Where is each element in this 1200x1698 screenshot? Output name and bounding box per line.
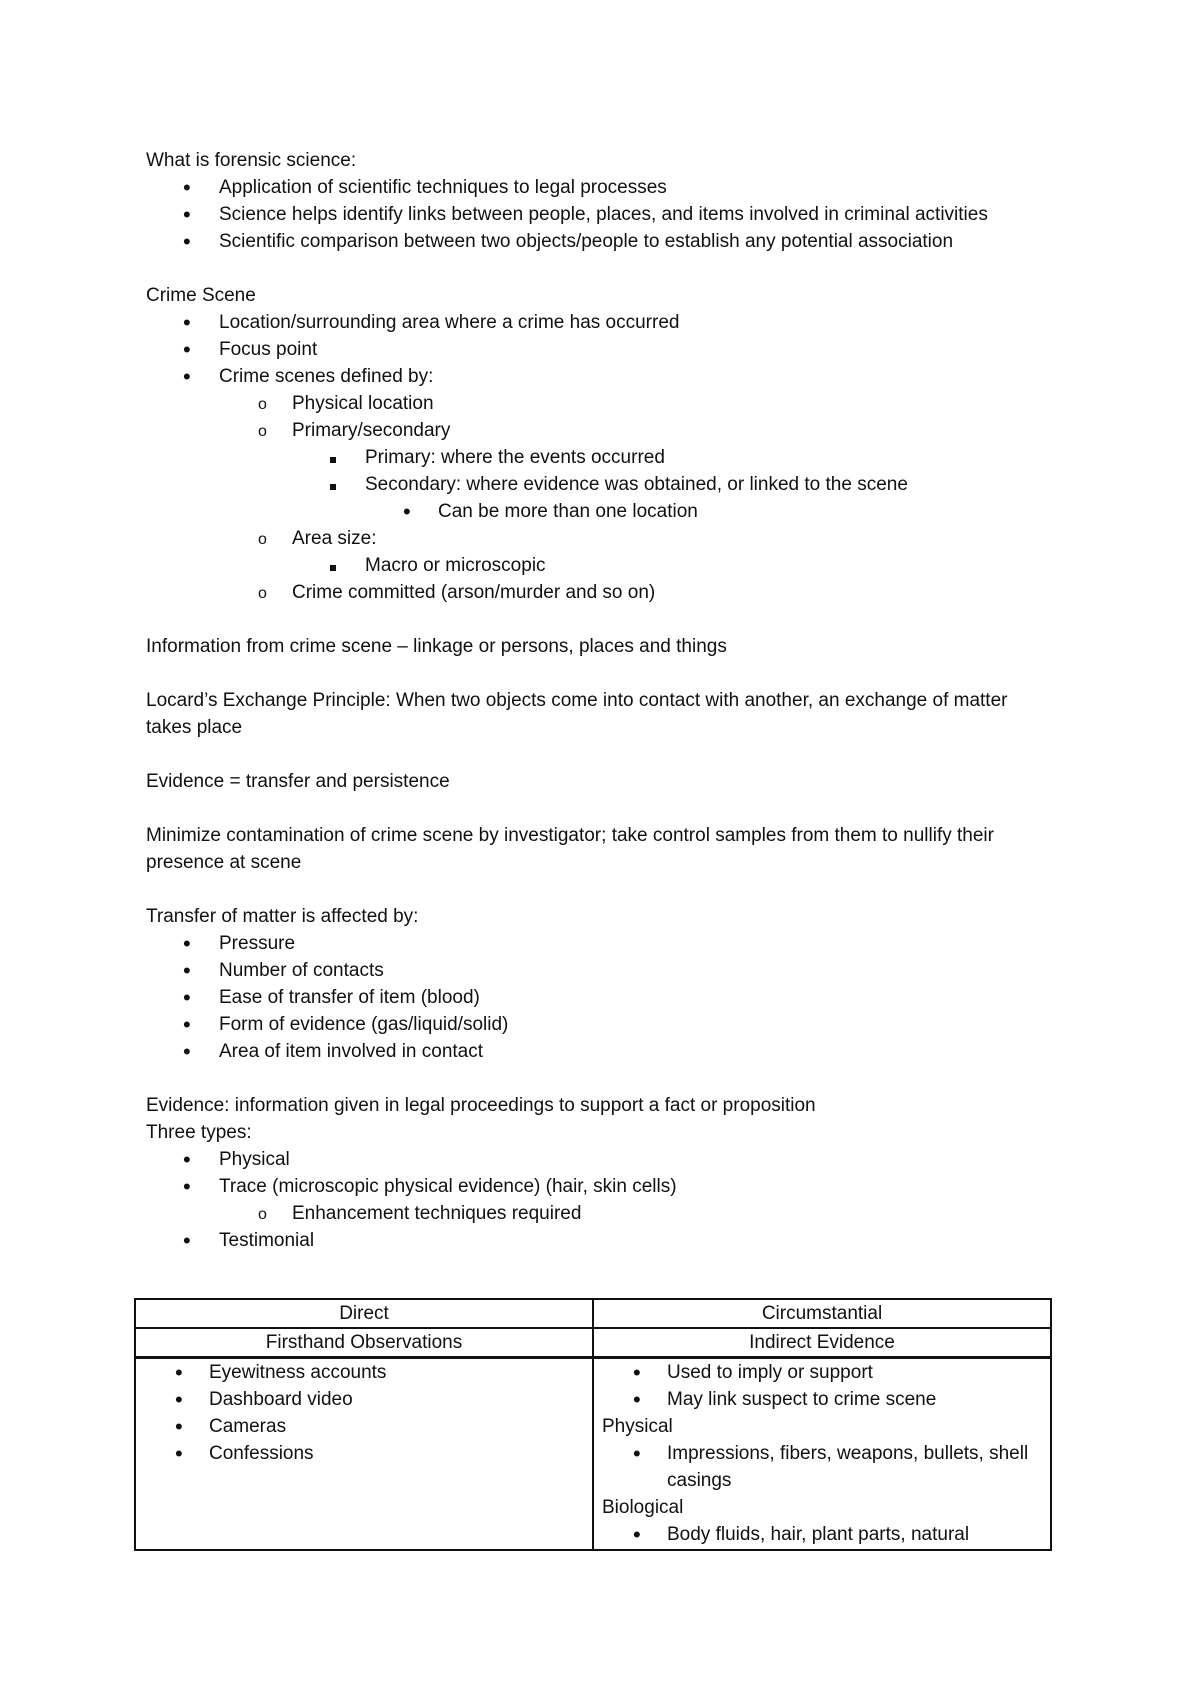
paragraph-locard: Locard’s Exchange Principle: When two objects come into contact with another, an exchange of matter takes place (146, 690, 1008, 738)
circle-bullet-icon (258, 525, 267, 553)
table-subheader-direct: Firsthand Observations (135, 1328, 593, 1358)
list-item: • Used to imply or support (602, 1359, 1042, 1386)
list-item: o Area size: (146, 525, 1066, 552)
bullet-icon (175, 1386, 183, 1415)
circumstantial-list (602, 1359, 1042, 1413)
table-header-circumstantial: Circumstantial (593, 1299, 1051, 1328)
evidence-types-list (146, 1146, 1066, 1254)
bullet-icon (175, 1359, 183, 1388)
list-item: Secondary: where evidence was obtained, or linked to the scene (146, 471, 1066, 498)
bullet-icon (183, 336, 191, 365)
list-item: • Dashboard video (144, 1386, 584, 1413)
table-header-direct: Direct (135, 1299, 593, 1328)
notes-body (146, 147, 1066, 1254)
list-item: • Form of evidence (gas/liquid/solid) (146, 1011, 1066, 1038)
list-item: Macro or microscopic (146, 552, 1066, 579)
list-item: • Cameras (144, 1413, 584, 1440)
circle-bullet-icon (258, 1200, 267, 1228)
circle-bullet-icon (258, 417, 267, 445)
list-item: • Area of item involved in contact (146, 1038, 1066, 1065)
table-subheader-row (135, 1328, 1051, 1358)
physical-label: Physical (602, 1416, 673, 1437)
forensic-science-list (146, 174, 1066, 255)
list-item: • Can be more than one location (146, 498, 1066, 525)
list-item: • Pressure (146, 930, 1066, 957)
bullet-icon (175, 1413, 183, 1442)
bullet-icon (633, 1386, 641, 1415)
bullet-icon (183, 930, 191, 959)
crime-scene-list (146, 309, 1066, 606)
list-item: • Application of scientific techniques to legal processes (146, 174, 1066, 201)
table-body-row (135, 1358, 1051, 1551)
paragraph-minimize: Minimize contamination of crime scene by investigator; take control samples from them to nullify their presence at scene (146, 825, 994, 873)
bullet-icon (183, 201, 191, 230)
bullet-icon (183, 957, 191, 986)
list-item: o Enhancement techniques required (146, 1200, 1066, 1227)
table-cell-direct (135, 1358, 593, 1551)
list-item: Primary: where the events occurred (146, 444, 1066, 471)
direct-list (144, 1359, 584, 1467)
bullet-icon (403, 498, 411, 527)
square-bullet-icon (330, 471, 336, 498)
circle-bullet-icon (258, 579, 267, 607)
bullet-icon (183, 1173, 191, 1202)
list-item: • Physical (146, 1146, 1066, 1173)
list-item: o Primary/secondary (146, 417, 1066, 444)
list-item: • Location/surrounding area where a crime has occurred (146, 309, 1066, 336)
list-item: • Scientific comparison between two objects/people to establish any potential association (146, 228, 1066, 255)
biological-list (602, 1521, 1042, 1548)
table-cell-circumstantial (593, 1358, 1051, 1551)
bullet-icon (183, 1038, 191, 1067)
paragraph-evidence-definition: Evidence: information given in legal proceedings to support a fact or proposition (146, 1095, 816, 1116)
bullet-icon (633, 1521, 641, 1550)
list-item: • Science helps identify links between people, places, and items involved in criminal activities (146, 201, 1066, 228)
bullet-icon (183, 984, 191, 1013)
list-item: o Physical location (146, 390, 1066, 417)
circle-bullet-icon (258, 390, 267, 418)
list-item: • Ease of transfer of item (blood) (146, 984, 1066, 1011)
paragraph-evidence-equation: Evidence = transfer and persistence (146, 771, 450, 792)
list-item: • Eyewitness accounts (144, 1359, 584, 1386)
list-item: • May link suspect to crime scene (602, 1386, 1042, 1413)
list-item: • Testimonial (146, 1227, 1066, 1254)
table-subheader-circumstantial: Indirect Evidence (593, 1328, 1051, 1358)
square-bullet-icon (330, 444, 336, 471)
square-bullet-icon (330, 552, 336, 579)
list-item: • Confessions (144, 1440, 584, 1467)
section-heading-crime-scene: Crime Scene (146, 285, 256, 306)
bullet-icon (183, 174, 191, 203)
bullet-icon (183, 228, 191, 257)
transfer-list (146, 930, 1066, 1065)
bullet-icon (633, 1440, 641, 1469)
paragraph-information: Information from crime scene – linkage or persons, places and things (146, 636, 727, 657)
physical-list (602, 1440, 1042, 1494)
bullet-icon (175, 1440, 183, 1469)
evidence-comparison-table (134, 1298, 1052, 1551)
bullet-icon (183, 309, 191, 338)
list-item: • Number of contacts (146, 957, 1066, 984)
biological-label: Biological (602, 1497, 684, 1518)
section-heading-three-types: Three types: (146, 1122, 252, 1143)
bullet-icon (633, 1359, 641, 1388)
list-item: o Crime committed (arson/murder and so on) (146, 579, 1066, 606)
table-header-row (135, 1299, 1051, 1328)
bullet-icon (183, 1227, 191, 1256)
bullet-icon (183, 363, 191, 392)
list-item: • Focus point (146, 336, 1066, 363)
list-item: • Impressions, fibers, weapons, bullets, shell casings (602, 1440, 1042, 1494)
list-item: • Trace (microscopic physical evidence) (hair, skin cells) (146, 1173, 1066, 1200)
list-item: • Crime scenes defined by: (146, 363, 1066, 390)
bullet-icon (183, 1146, 191, 1175)
section-heading-transfer: Transfer of matter is affected by: (146, 906, 419, 927)
section-heading-forensic-science: What is forensic science: (146, 150, 357, 171)
bullet-icon (183, 1011, 191, 1040)
list-item: • Body fluids, hair, plant parts, natural (602, 1521, 1042, 1548)
